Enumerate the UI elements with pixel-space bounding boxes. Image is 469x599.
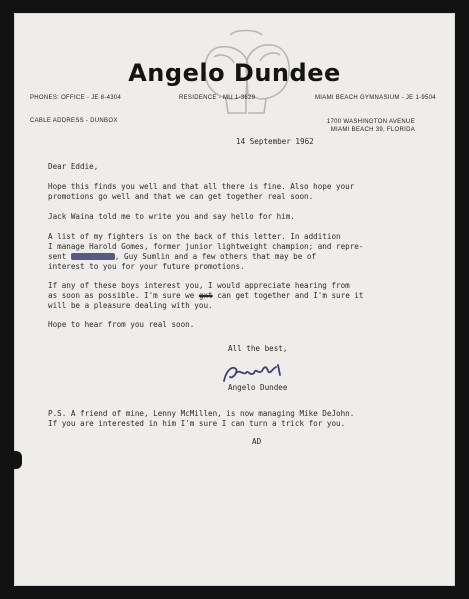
text-line: will be a pleasure dealing with you. [48,301,213,310]
text-line: promotions go well and that we can get together real soon. [48,192,314,201]
text-line: If you are interested in him I'm sure I can turn a trick for you. [48,419,346,428]
text-line: If any of these boys interest you, I would appreciate hearing from [48,281,350,290]
text-line: I manage Harold Gomes, former junior lightweight champion; and repre- [48,242,364,251]
text-line [48,291,364,301]
cable-address: CABLE ADDRESS - DUNBOX [30,118,118,124]
text-fragment: as soon as possible. I'm sure we [48,291,195,300]
redacted-name-mark [71,253,115,260]
paragraph-4 [48,281,364,311]
salutation: Dear Eddie, [48,162,99,171]
address-line: 1700 WASHINGTON AVENUE [326,119,415,125]
struck-text: gxt [198,291,213,300]
phone-office: PHONES: OFFICE - JE 8-4304 [30,95,122,101]
text-fragment: sent [48,252,67,261]
postscript [48,409,354,429]
text-fragment: , Guy Sumlin and a few others that may be of [114,252,317,261]
signature-image [220,361,290,385]
text-line: interest to you for your future promotions. [48,262,245,271]
street-address [327,118,415,134]
text-line: A list of my fighters is on the back of this letter. In addition [48,232,341,241]
text-line: Hope this finds you well and that all there is fine. Also hope your [48,182,355,191]
paragraph-1 [48,182,354,202]
text-fragment: can get together and I'm sure it [217,291,364,300]
address-line: MIAMI BEACH 39, FLORIDA [330,127,415,133]
letterhead-name: Angelo Dundee [128,59,341,87]
signer-name: Angelo Dundee [228,383,288,392]
phone-gym: MIAMI BEACH GYMNASIUM - JE 1-9504 [315,95,436,101]
text-line: P.S. A friend of mine, Lenny McMillen, is now managing Mike DeJohn. [48,409,355,418]
phone-residence: RESIDENCE - MU 1-3629 [179,95,256,101]
letter-sheet [14,13,455,586]
closing: All the best, [228,344,288,353]
text-line [48,252,363,262]
paper-tear [14,451,22,469]
initials: AD [252,437,262,446]
paragraph-2: Jack Waina told me to write you and say hello for him. [48,212,295,221]
letter-date: 14 September 1962 [236,137,314,146]
paragraph-3 [48,232,363,272]
paragraph-5: Hope to hear from you real soon. [48,320,195,329]
